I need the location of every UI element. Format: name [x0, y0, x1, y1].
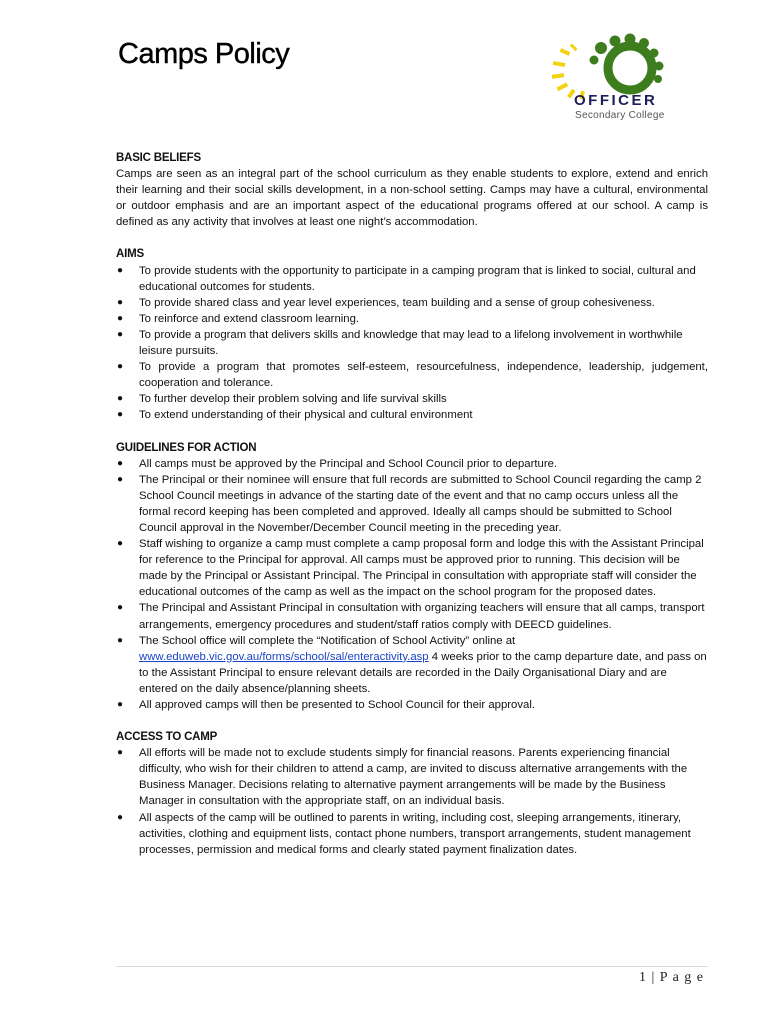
list-item-text: To provide students with the opportunity to participate in a camping program that is linked to social, cultural and educational outcomes for students. [139, 264, 696, 293]
logo-subtitle: Secondary College [575, 110, 665, 121]
list-item-text: To extend understanding of their physical and cultural environment [139, 409, 473, 422]
footer-divider [116, 966, 708, 967]
list-item-text: All efforts will be made not to exclude students simply for financial reasons. Parents experiencing financial difficulty, who wish for their children to attend a camp, are invited to discuss alternative arrangements with the Business Manager. Decisions relating to alternative payment arrangements will be made by the Business Manager in consultation with the appropriate staff, on an individual basis. [139, 747, 688, 808]
bullet-icon: ● [117, 361, 124, 373]
list-item [116, 359, 708, 391]
bullet-icon: ● [117, 393, 124, 405]
list-item [116, 633, 708, 697]
list-item-text: 4 weeks prior to the camp departure date, and pass on to the Assistant Principal to ensure relevant details are recorded in the Daily Organisational Diary and are entered on the daily absence/planning sheets. [139, 650, 707, 695]
access-list [116, 745, 708, 858]
list-item-text: To provide a program that promotes self-esteem, resourcefulness, independence, leadership, judgement, cooperation and tolerance. [139, 361, 708, 390]
list-item-text: All aspects of the camp will be outlined to parents in writing, including cost, sleeping arrangements, itinerary, activities, clothing and equipment lists, contact phone numbers, transport arrangements, student management processes, permission and medical forms and clearly stated payment finalization dates. [139, 811, 691, 856]
section-heading: ACCESS TO CAMP [116, 731, 218, 744]
list-item-text: All approved camps will then be presented to School Council for their approval. [139, 699, 535, 711]
footer-separator: | [651, 970, 656, 985]
section-access [116, 729, 708, 858]
section-basic-beliefs [116, 150, 708, 230]
page-footer [639, 970, 704, 986]
eduweb-link[interactable]: www.eduweb.vic.gov.au/forms/school/sal/enteractivity.asp [139, 650, 429, 663]
bullet-icon: ● [117, 699, 124, 710]
bullet-icon: ● [117, 473, 124, 485]
bullet-icon: ● [117, 296, 124, 308]
list-item [116, 810, 708, 858]
list-item-text: The Principal or their nominee will ensure that full records are submitted to School Council regarding the camp 2 School Council meetings in advance of the starting date of the event and that no camp occurs unless all the formal record keeping has been completed and approved. Ideally all camps should be submitted to School Council approval in the November/December Council meeting in the preceding year. [139, 473, 702, 534]
section-heading: AIMS [116, 248, 144, 261]
aims-list [116, 263, 708, 424]
list-item-text: All camps must be approved by the Principal and School Council prior to departure. [139, 457, 558, 470]
page-number: 1 [638, 970, 647, 985]
list-item-text: Staff wishing to organize a camp must complete a camp proposal form and lodge this with the Assistant Principal for reference to the Principal for approval. All camps must be approved prior to running. This decision will be made by the Principal or Assistant Principal. The Principal in consultation with appropriate staff will consider the educational outcomes of the camp as well as the impact on the school program for the proposed dates. [139, 538, 704, 599]
page-label: P a g e [659, 970, 704, 985]
list-item [116, 697, 708, 713]
bullet-icon: ● [117, 538, 124, 550]
list-item [116, 263, 708, 295]
list-item [116, 600, 708, 632]
list-item-text: The School office will complete the “Notification of School Activity” online at [139, 634, 516, 647]
list-item [116, 536, 708, 600]
section-heading: BASIC BELIEFS [116, 152, 201, 164]
logo-yellow-rays [552, 43, 585, 99]
section-aims [116, 246, 708, 423]
bullet-icon: ● [117, 328, 124, 340]
guidelines-list [116, 456, 708, 714]
bullet-icon: ● [117, 264, 124, 276]
list-item [116, 295, 708, 311]
logo-ring [608, 46, 652, 90]
list-item-text: To provide a program that delivers skills and knowledge that may lead to a lifelong involvement in worthwhile leisure pursuits. [139, 328, 683, 358]
list-item [116, 456, 708, 472]
bullet-icon: ● [117, 811, 124, 823]
logo-name: OFFICER [574, 92, 658, 109]
policy-body [116, 150, 708, 858]
list-item [116, 327, 708, 359]
list-item [116, 391, 708, 407]
list-item-text: The Principal and Assistant Principal in consultation with organizing teachers will ensure that all camps, transport arrangements, emergency procedures and student/staff ratios comply with DEECD guidelines. [139, 602, 705, 631]
basic-beliefs-paragraph: Camps are seen as an integral part of the school curriculum as they enable students to explore, extend and enrich their learning and their social skills development, in a non-school setting. Camps may have a cultural, environmental or outdoor emphasis and are an important aspect of the educational programs offered at our school. A camp is defined as any activity that involves at least one night’s accommodation. [116, 168, 708, 229]
list-item [116, 311, 708, 327]
page-title: Camps Policy [118, 38, 290, 70]
list-item-text: To reinforce and extend classroom learning. [139, 312, 360, 325]
section-guidelines [116, 440, 708, 714]
bullet-icon: ● [117, 457, 124, 469]
bullet-icon: ● [117, 747, 124, 759]
bullet-icon: ● [117, 634, 124, 646]
list-item [116, 745, 708, 809]
list-item-text: To further develop their problem solving and life survival skills [139, 393, 447, 406]
section-heading: GUIDELINES FOR ACTION [116, 441, 257, 454]
list-item [116, 472, 708, 536]
list-item [116, 407, 708, 423]
list-item-text: To provide shared class and year level experiences, team building and a sense of group cohesiveness. [139, 296, 655, 309]
bullet-icon: ● [117, 409, 124, 421]
bullet-icon: ● [117, 602, 124, 614]
bullet-icon: ● [117, 312, 124, 324]
